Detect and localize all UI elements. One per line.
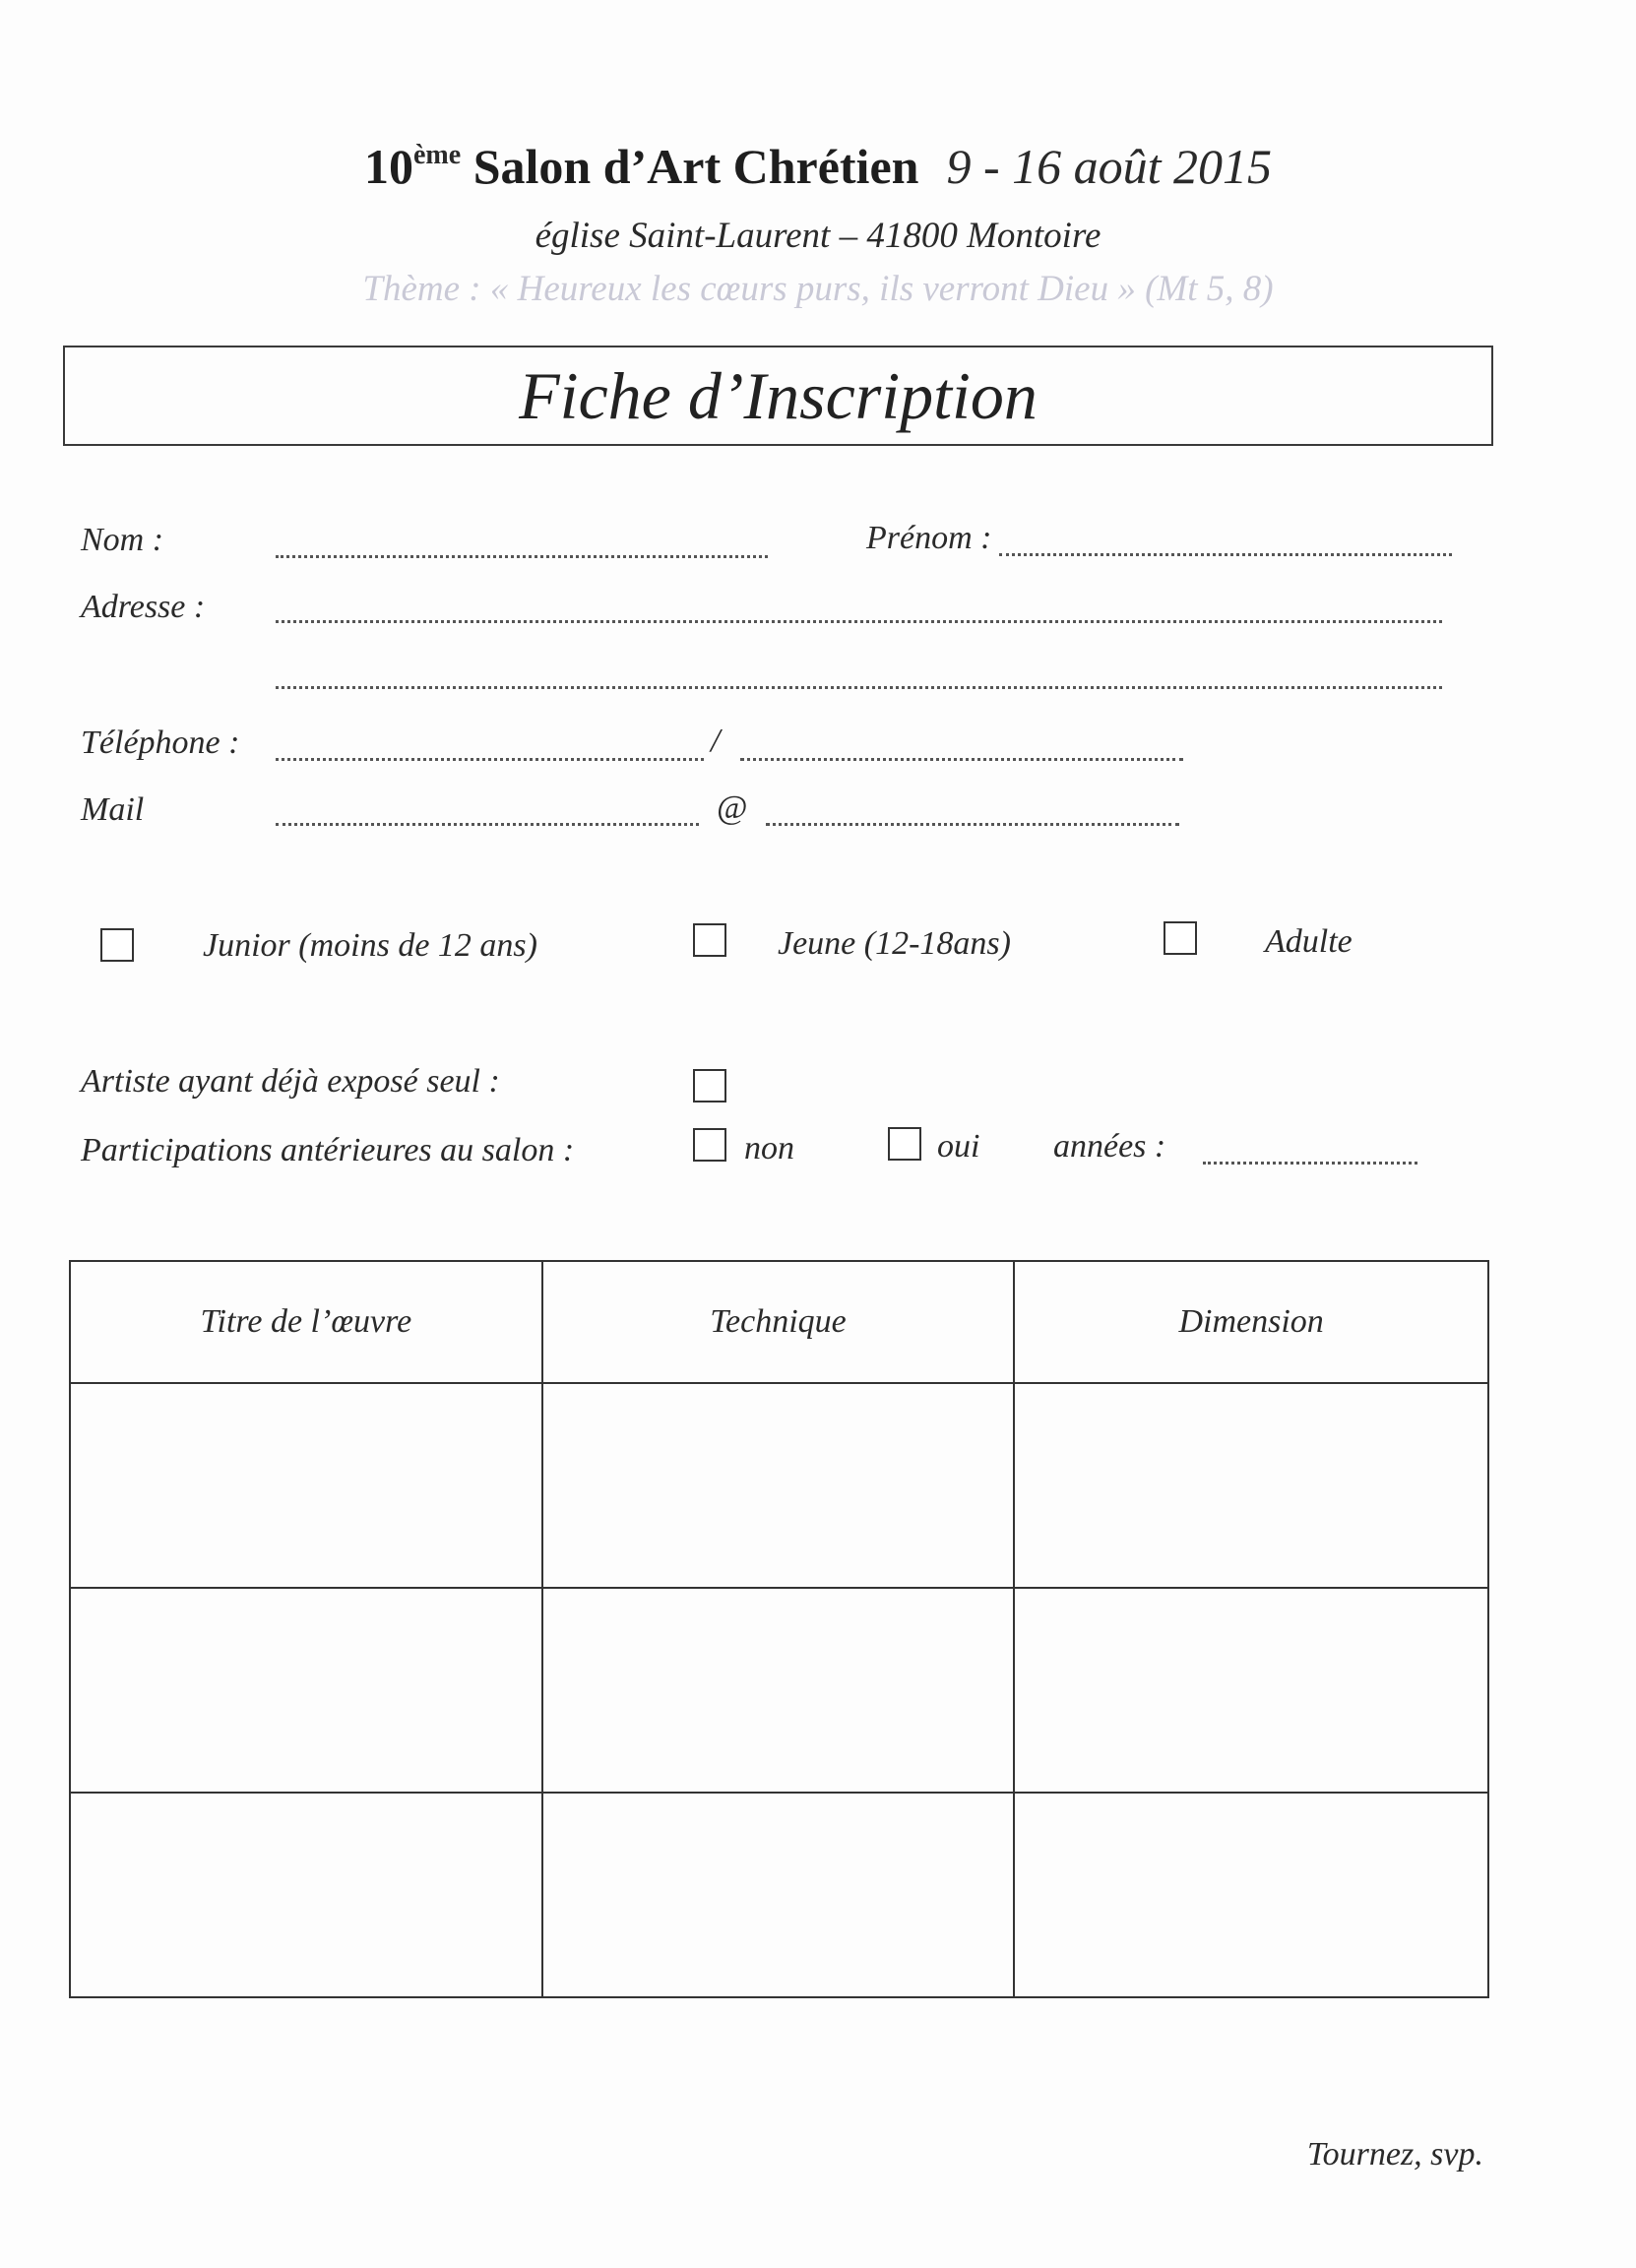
telephone-label: Téléphone : xyxy=(81,724,240,761)
event-theme: Thème : « Heureux les cœurs purs, ils verront Dieu » (Mt 5, 8) xyxy=(362,269,1274,309)
table-cell-technique[interactable] xyxy=(543,1589,1016,1794)
footer-note: Tournez, svp. xyxy=(1306,2136,1483,2173)
mail-field-user[interactable] xyxy=(276,823,699,826)
jeune-label: Jeune (12-18ans) xyxy=(778,925,1011,962)
edition-number: 10 xyxy=(364,139,413,194)
solo-exhibition-label: Artiste ayant déjà exposé seul : xyxy=(81,1063,500,1100)
form-title: Fiche d’Inscription xyxy=(519,357,1038,433)
table-cell-technique[interactable] xyxy=(543,1794,1016,1996)
event-venue: église Saint-Laurent – 41800 Montoire xyxy=(535,216,1101,256)
solo-exhibition-checkbox[interactable] xyxy=(693,1069,726,1102)
telephone-separator: / xyxy=(711,723,721,759)
table-cell-title[interactable] xyxy=(71,1384,543,1589)
column-header-technique: Technique xyxy=(543,1262,1016,1384)
adulte-checkbox[interactable] xyxy=(1164,921,1197,955)
mail-at-sign: @ xyxy=(717,789,748,826)
nom-label: Nom : xyxy=(81,522,164,558)
event-name: Salon d’Art Chrétien xyxy=(472,139,919,194)
jeune-checkbox[interactable] xyxy=(693,923,726,957)
column-header-dimension: Dimension xyxy=(1015,1262,1487,1384)
adresse-label: Adresse : xyxy=(81,589,206,625)
mail-field-domain[interactable] xyxy=(766,823,1179,826)
edition-suffix: ème xyxy=(413,140,462,170)
event-title xyxy=(0,138,1636,195)
table-cell-title[interactable] xyxy=(71,1589,543,1794)
table-cell-dimension[interactable] xyxy=(1015,1384,1487,1589)
nom-field[interactable] xyxy=(276,555,768,558)
prenom-field[interactable] xyxy=(999,553,1452,556)
years-label: années : xyxy=(1053,1128,1166,1165)
adulte-label: Adulte xyxy=(1265,923,1353,960)
prenom-label: Prénom : xyxy=(866,520,992,556)
table-cell-dimension[interactable] xyxy=(1015,1794,1487,1996)
participation-oui-checkbox[interactable] xyxy=(888,1127,921,1161)
previous-participation-label: Participations antérieures au salon : xyxy=(81,1132,575,1168)
table-cell-dimension[interactable] xyxy=(1015,1589,1487,1794)
telephone-field-1[interactable] xyxy=(276,758,704,761)
junior-label: Junior (moins de 12 ans) xyxy=(203,927,537,964)
participation-non-label: non xyxy=(744,1130,794,1166)
table-cell-technique[interactable] xyxy=(543,1384,1016,1589)
column-header-title: Titre de l’œuvre xyxy=(71,1262,543,1384)
participation-non-checkbox[interactable] xyxy=(693,1128,726,1162)
works-table xyxy=(69,1260,1489,1998)
adresse-field-line-2[interactable] xyxy=(276,686,1442,689)
event-dates: 9 - 16 août 2015 xyxy=(946,139,1272,194)
adresse-field-line-1[interactable] xyxy=(276,620,1442,623)
mail-label: Mail xyxy=(81,791,145,828)
telephone-field-2[interactable] xyxy=(740,758,1183,761)
form-title-box xyxy=(63,346,1493,446)
table-cell-title[interactable] xyxy=(71,1794,543,1996)
participation-oui-label: oui xyxy=(937,1128,980,1165)
junior-checkbox[interactable] xyxy=(100,928,134,962)
years-field[interactable] xyxy=(1203,1162,1417,1165)
